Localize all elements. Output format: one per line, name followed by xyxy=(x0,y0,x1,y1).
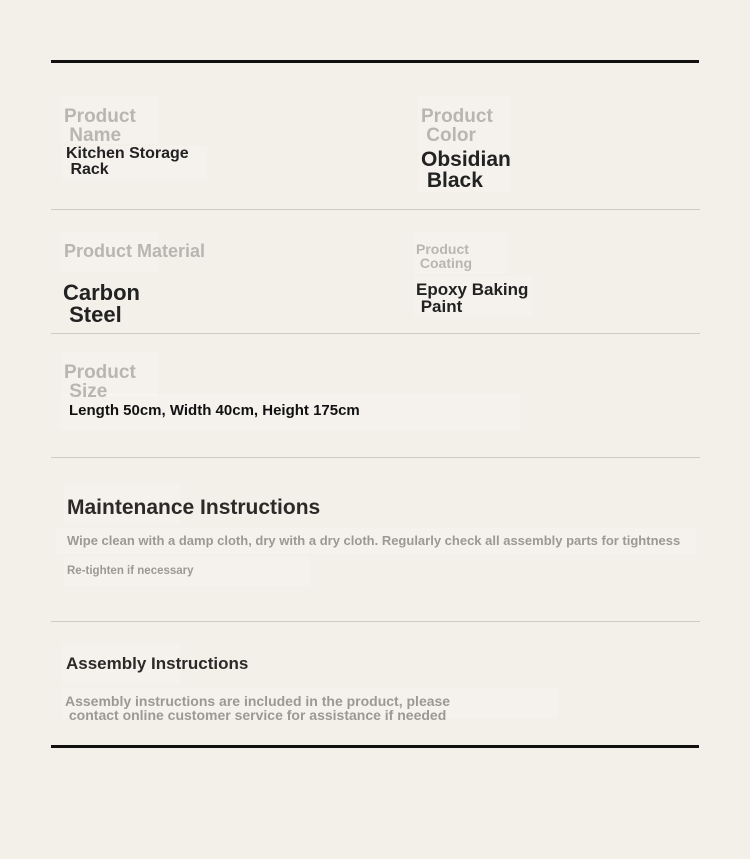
assembly-text: Assembly instructions are included in the product, please contact online customer service for assistance if needed xyxy=(65,693,451,723)
product-name-value: Kitchen Storage Rack xyxy=(66,145,189,178)
product-coating-value: Epoxy Baking Paint xyxy=(416,280,529,316)
maintenance-text-line1: Wipe clean with a damp cloth, dry with a dry cloth. Regularly check all assembly parts for tightness xyxy=(67,533,681,548)
assembly-title: Assembly Instructions xyxy=(66,654,249,673)
product-size-label: Product Size xyxy=(64,362,136,402)
divider-4 xyxy=(51,621,700,622)
divider-3 xyxy=(51,457,700,458)
product-material-label: Product Material xyxy=(64,241,206,261)
product-color-label: Product Color xyxy=(421,106,493,146)
top-rule xyxy=(51,60,699,63)
product-material-value: Carbon Steel xyxy=(63,280,140,327)
product-color-value: Obsidian Black xyxy=(421,148,511,192)
product-name-label: Product Name xyxy=(64,106,136,146)
product-coating-label: Product Coating xyxy=(416,241,472,271)
divider-1 xyxy=(51,209,700,210)
product-size-value: Length 50cm, Width 40cm, Height 175cm xyxy=(69,402,360,419)
divider-2 xyxy=(51,333,700,334)
maintenance-title: Maintenance Instructions xyxy=(67,496,321,519)
bottom-rule xyxy=(51,745,699,748)
maintenance-text-line2: Re-tighten if necessary xyxy=(67,565,194,577)
